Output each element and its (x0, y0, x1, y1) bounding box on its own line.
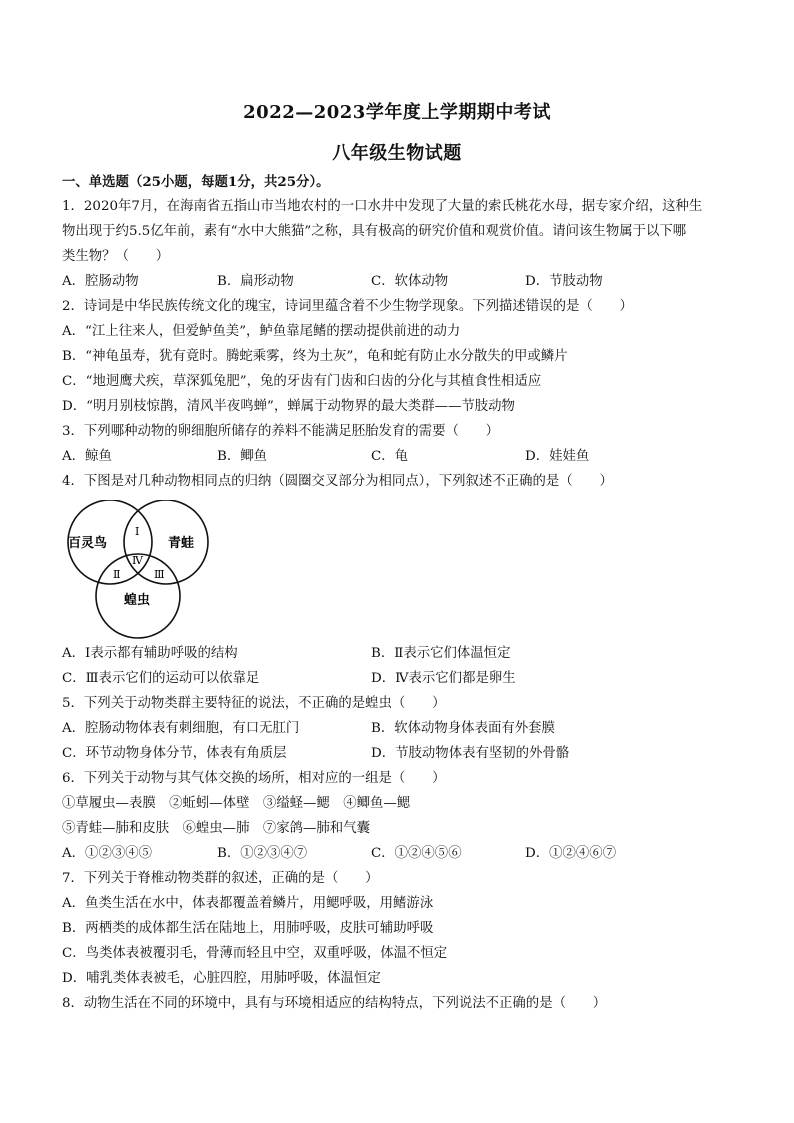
q7-option-b: B．两栖类的成体都生活在陆地上，用肺呼吸，皮肤可辅助呼吸 (62, 921, 434, 936)
q1-line-3: 类生物？（ ） (62, 249, 170, 264)
q3-option-d: D．娃娃鱼 (525, 449, 590, 464)
q4-option-c: C．Ⅲ表示它们的运动可以依靠足 (62, 671, 260, 686)
q1-option-a: A．腔肠动物 (62, 274, 139, 289)
q7-option-c: C．鸟类体表被覆羽毛，骨薄而轻且中空，双重呼吸，体温不恒定 (62, 946, 448, 961)
venn-diagram (62, 500, 214, 640)
venn-label-locust: 蝗虫 (124, 593, 151, 608)
venn-label-frog: 青蛙 (168, 536, 195, 551)
q5-stem: 5．下列关于动物类群主要特征的说法，不正确的是蝗虫（ ） (62, 696, 446, 711)
venn-circle-frog (124, 500, 208, 584)
q6-option-c: C．①②④⑤⑥ (371, 846, 462, 861)
q7-option-d: D．哺乳类体表被毛，心脏四腔，用肺呼吸，体温恒定 (62, 971, 381, 986)
q6-items-line-2: ⑤青蛙—肺和皮肤 ⑥蝗虫—肺 ⑦家鸽—肺和气囊 (62, 821, 370, 836)
q5-option-c: C．环节动物身体分节，体表有角质层 (62, 746, 287, 761)
q4-stem: 4．下图是对几种动物相同点的归纳（圆圈交叉部分为相同点），下列叙述不正确的是（ ） (62, 474, 613, 489)
q6-items-line-1: ①草履虫—表膜 ②蚯蚓—体壁 ③缢蛏—鳃 ④鲫鱼—鳃 (62, 796, 411, 811)
exam-title: 2022—2023学年度上学期期中考试 (243, 102, 551, 123)
venn-region-2: Ⅱ (113, 568, 121, 581)
venn-region-3: Ⅲ (154, 568, 165, 581)
venn-label-bird: 百灵鸟 (68, 536, 108, 551)
q5-option-a: A．腔肠动物体表有刺细胞，有口无肛门 (62, 721, 300, 736)
q2-stem: 2．诗词是中华民族传统文化的瑰宝，诗词里蕴含着不少生物学现象。下列描述错误的是（ ） (62, 299, 633, 314)
q1-option-d: D．节肢动物 (525, 274, 603, 289)
q7-stem: 7．下列关于脊椎动物类群的叙述，正确的是（ ） (62, 871, 379, 886)
q1-line-2: 物出现于约5.5亿年前，素有“水中大熊猫”之称，具有极高的研究价值和观赏价值。请问该生物属于以下哪 (62, 224, 687, 239)
q1-option-c: C．软体动物 (371, 274, 449, 289)
q4-option-d: D．Ⅳ表示它们都是卵生 (371, 671, 516, 686)
venn-region-4: Ⅳ (132, 554, 143, 567)
q5-option-b: B．软体动物身体表面有外套膜 (371, 721, 555, 736)
q6-stem: 6．下列关于动物与其气体交换的场所，相对应的一组是（ ） (62, 771, 446, 786)
q6-option-a: A．①②③④⑤ (62, 846, 153, 861)
q6-option-d: D．①②④⑥⑦ (525, 846, 617, 861)
q5-option-d: D．节肢动物体表有坚韧的外骨骼 (371, 746, 570, 761)
q1-option-b: B．扁形动物 (217, 274, 294, 289)
q3-option-a: A．鲸鱼 (62, 449, 112, 464)
q6-option-b: B．①②③④⑦ (217, 846, 308, 861)
q2-option-b: B．“神龟虽寿，犹有竟时。腾蛇乘雾，终为土灰”，龟和蛇有防止水分散失的甲或鳞片 (62, 349, 568, 364)
section-heading: 一、单选题（25小题，每题1分，共25分）。 (62, 174, 330, 190)
q3-stem: 3．下列哪种动物的卵细胞所储存的养料不能满足胚胎发育的需要（ ） (62, 424, 500, 439)
q4-option-b: B．Ⅱ表示它们体温恒定 (371, 646, 511, 661)
q8-stem: 8．动物生活在不同的环境中，具有与环境相适应的结构特点，下列说法不正确的是（ ） (62, 996, 607, 1011)
q3-option-b: B．鲫鱼 (217, 449, 268, 464)
q7-option-a: A．鱼类生活在水中，体表都覆盖着鳞片，用鳃呼吸，用鳍游泳 (62, 896, 434, 911)
q2-option-c: C．“地迥鹰犬疾，草深狐兔肥”，兔的牙齿有门齿和臼齿的分化与其植食性相适应 (62, 374, 542, 389)
venn-region-1: Ⅰ (135, 525, 140, 538)
q2-option-d: D．“明月别枝惊鹊，清风半夜鸣蝉”，蝉属于动物界的最大类群——节肢动物 (62, 399, 515, 414)
q4-option-a: A．Ⅰ表示都有辅助呼吸的结构 (62, 646, 238, 661)
q2-option-a: A．“江上往来人，但爱鲈鱼美”，鲈鱼靠尾鳍的摆动提供前进的动力 (62, 324, 461, 339)
q3-option-c: C．龟 (371, 449, 409, 464)
exam-subtitle: 八年级生物试题 (332, 143, 462, 164)
q1-line-1: 1．2020年7月，在海南省五指山市当地农村的一口水井中发现了大量的索氏桃花水母，据专家介绍，这种生 (62, 199, 703, 214)
